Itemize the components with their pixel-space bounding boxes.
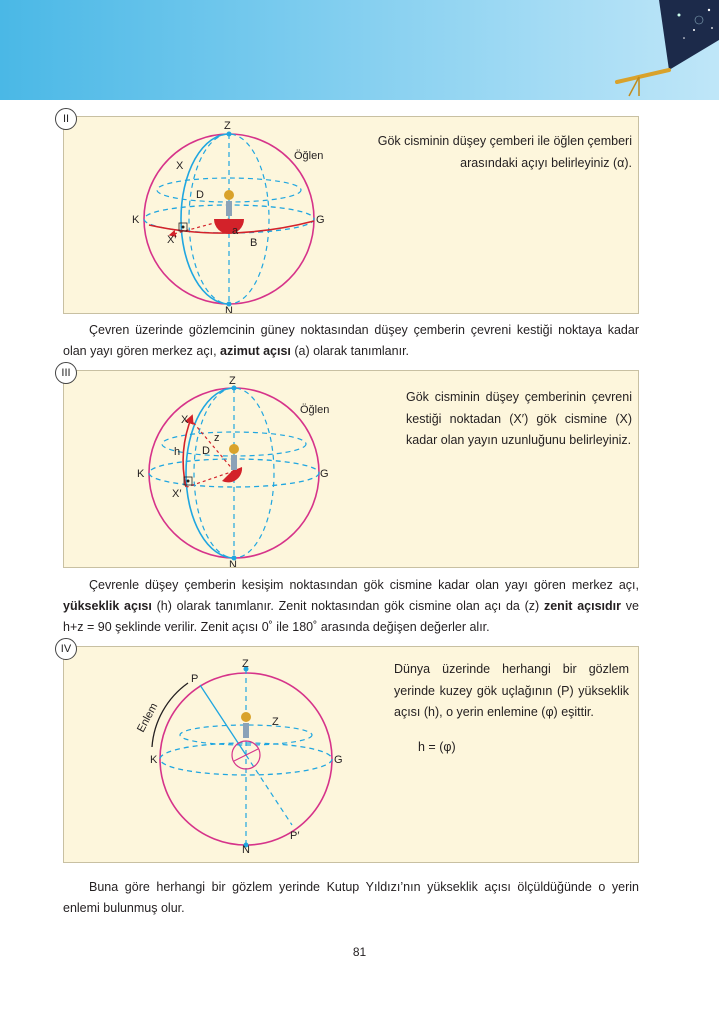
formula: h = (φ)	[418, 740, 456, 754]
page-number: 81	[352, 945, 367, 959]
label-zenith: Z	[229, 375, 236, 387]
label-west: K	[132, 214, 140, 226]
altitude-paragraph	[63, 575, 639, 638]
label-east: G	[334, 754, 343, 766]
azimuth-text-1: Çevren üzerinde gözlemcinin güney noktasından düşey çemberin çevreni kestiği noktaya kadar olan yayı gören merkez açı,	[63, 323, 639, 358]
label-west: K	[150, 754, 158, 766]
label-meridian: Öğlen	[294, 150, 324, 162]
figure-box-2	[62, 113, 639, 314]
label-pole-prime: P′	[290, 830, 300, 842]
label-z: z	[214, 432, 220, 444]
azimuth-paragraph	[63, 320, 639, 362]
azimuth-text-2: (a) olarak tanımlanır.	[290, 344, 410, 358]
label-nadir: N	[242, 844, 250, 856]
conclusion-text: Buna göre herhangi bir gözlem yerinde Kutup Yıldızı’nın yükseklik açısı ölçüldüğünde o yerin enlemi bulunmuş olur.	[63, 880, 639, 915]
altitude-text-2: (h) olarak tanımlanır. Zenit noktasından gök cismine olan açı da (z)	[151, 599, 544, 613]
label-x: X	[176, 160, 184, 172]
label-b: B	[250, 237, 258, 249]
altitude-text-1: Çevrenle düşey çemberin kesişim noktasından gök cismine kadar olan yayı gören merkez açı,	[89, 578, 639, 592]
conclusion-paragraph	[63, 877, 639, 919]
label-a: a	[232, 225, 239, 237]
label-x: X	[181, 414, 189, 426]
figure-badge: II	[55, 108, 77, 130]
label-nadir: N	[225, 305, 233, 313]
telescope-illustration	[599, 0, 719, 100]
figure-question: Gök cisminin düşey çemberi ile öğlen çemberi arasındaki açıyı belirleyiniz (α).	[377, 134, 632, 170]
figure-badge: III	[55, 362, 77, 384]
label-east: G	[320, 468, 329, 480]
figure-box-4	[60, 643, 639, 863]
label-z: Z	[272, 716, 279, 728]
label-latitude: Enlem	[135, 701, 161, 735]
figure-box-3	[61, 367, 639, 568]
label-zenith: Z	[242, 658, 249, 670]
label-meridian: Öğlen	[300, 404, 330, 416]
label-west: K	[137, 468, 145, 480]
azimuth-term: azimut açısı	[220, 344, 291, 358]
label-x-prime: X′	[172, 488, 182, 500]
figure-badge: IV	[55, 638, 77, 660]
label-pole: P	[191, 673, 199, 685]
label-nadir: N	[229, 559, 237, 567]
label-east: G	[316, 214, 325, 226]
zenith-angle-term: zenit açısıdır	[543, 599, 621, 613]
figure-question: Dünya üzerinde herhangi bir gözlem yerinde kuzey gök uçlağının (P) yükseklik açısı (h), o yerin enlemine (φ) eşittir.	[394, 662, 629, 719]
label-zenith: Z	[224, 120, 231, 132]
altitude-term: yükseklik açısı	[63, 599, 152, 613]
label-d: D	[202, 445, 210, 457]
altitude-text-3: ve h+z = 90 şeklinde verilir. Zenit açısı 0˚ ile 180˚ arasında değişen değerler alır.	[63, 599, 639, 634]
figure-question: Gök cisminin düşey çemberinin çevreni kestiği noktadan (X′) gök cismine (X) kadar olan yayın uzunluğunu belirleyiniz.	[406, 390, 632, 447]
label-h: h	[174, 446, 181, 458]
label-x-prime: X′	[167, 234, 177, 246]
label-d: D	[196, 189, 204, 201]
